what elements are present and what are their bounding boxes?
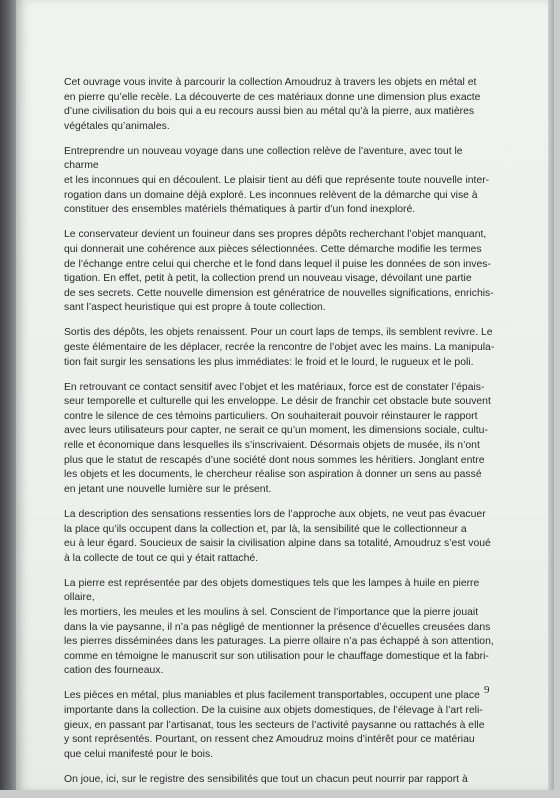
paragraph: La description des sensations ressenties lors de l’approche aux objets, ne veut pas évacuer la place qu’ils occupent dans la collection et, par là, la sensibilité que le collectionneur a eu à leur égard. Soucieux de saisir la civilisation alpine dans sa totalité, Amoudruz s’est voué à la collecte de tout ce qui y était rattaché. <box>64 508 491 564</box>
paragraph: Le conservateur devient un fouineur dans ses propres dépôts recherchant l’objet manquant, qui donnerait une cohérence aux pièces sélectionnées. Cette démarche modifie les termes de l’échange entre celui qui cherche et le fond dans lequel il puise les données de son inves- tigation. En effet, petit à petit, la collection prend un nouveau visage, dévoilant une partie de ses secrets. Cette nouvelle dimension est génératrice de nouvelles significations, enrichis- sant l’aspect heuristique qui est propre à toute collection. <box>64 229 494 314</box>
paragraph: En retrouvant ce contact sensitif avec l’objet et les matériaux, force est de constater l’épais- seur temporelle et culturelle qui les enveloppe. Le désir de franchir cet obstacle bute souvent contre le silence de ces témoins particuliers. On souhaiterait pouvoir réinstaurer le rapport avec leurs utilisateurs pour capter, ne serait ce qu’un moment, les dimensions sociale, cultu- relle et économique dans lesquelles ils s’inscrivaient. Désormais objets de musée, ils n’ont plus que le statut de rescapés d’une société dont nous sommes les héritiers. Jonglant entre les objets et les documents, le chercheur réalise son aspiration à donner un sens au passé en jetant une nouvelle lumière sur le présent. <box>64 381 491 495</box>
page-number: 9 <box>484 684 490 696</box>
paragraph: On joue, ici, sur le registre des sensibilités que tout un chacun peut nourrir par rapport à <box>64 773 468 785</box>
paragraph: Sortis des dépôts, les objets renaissent. Pour un court laps de temps, ils semblent revivre. Le geste élémentaire de les déplacer, recrée la rencontre de l’objet avec les mains. La manipula- tion fait surgir les sensations les plus immédiates: le froid et le lourd, le rugueux et le poli. <box>64 327 495 368</box>
paragraph: La pierre est représentée par des objets domestiques tels que les lampes à huile en pierre ollaire, les mortiers, les meules et les moulins à sel. Conscient de l’importance que la pierre jouait dans la vie paysanne, il n’a pas négligé de mentionner la présence d’écuelles creusées dans les pierres disséminées dans les paturages. La pierre ollaire n’a pas échappé à son attention, comme en témoigne le manuscrit sur son utilisation pour le chauffage domestique et la fabri- cation des fourneaux. <box>64 577 494 677</box>
paragraph: Entreprendre un nouveau voyage dans une collection relève de l’aventure, avec tout le charme et les inconnues qui en découlent. Le plaisir tient au défi que représente toute nouvelle inter- rogation dans un domaine déjà exploré. Les inconnues relèvent de la démarche qui vise à constituer des ensembles matériels thématiques à partir d’un fond inexploré. <box>64 145 490 216</box>
body-text <box>64 76 496 798</box>
page-edge <box>548 0 554 790</box>
paragraph: Les pièces en métal, plus maniables et plus facilement transportables, occupent une place importante dans la collection. De la cuisine aux objets domestiques, de l’élevage à l’art reli- gieux, en passant par l’artisanat, tous les secteurs de l’activité paysanne ou rattachés à elle y sont représentés. Pourtant, on ressent chez Amoudruz moins d’intérêt pour ce matériau que celui manifesté pour le bois. <box>64 690 485 760</box>
paragraph: Cet ouvrage vous invite à parcourir la collection Amoudruz à travers les objets en métal et en pierre qu’elle recèle. La découverte de ces matériaux donne une dimension plus exacte d’une civilisation du bois qui a eu recours aussi bien au métal qu’à la pierre, aux matières végétales qu’animales. <box>64 77 481 132</box>
